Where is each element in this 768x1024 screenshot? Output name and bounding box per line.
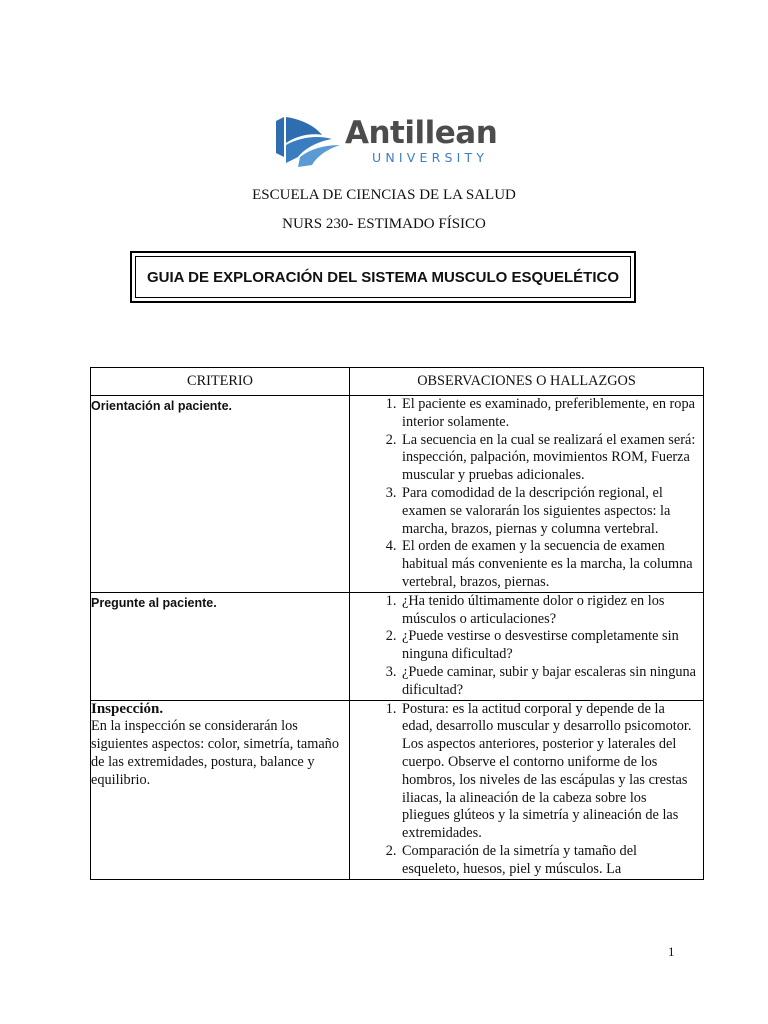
table-row [91,592,704,700]
page-number: 1 [668,944,675,959]
criterio-title: Inspección. [91,700,164,717]
criterio-cell [91,396,350,593]
list-item: 2. Comparación de la simetría y tamaño del esqueleto, huesos, piel y músculos. La [400,843,697,879]
header-observaciones: OBSERVACIONES O HALLAZGOS [350,368,704,396]
criterio-label: Orientación al paciente. [91,399,233,413]
header-criterio: CRITERIO [91,368,350,396]
table-row [91,396,704,593]
observaciones-cell [350,700,704,879]
criterio-text: En la inspección se considerarán los siguientes aspectos: color, simetría, tamaño de las extremidades, postura, balance y equilibrio. [91,718,339,788]
wing-icon [274,113,344,169]
logo-subtitle: UNIVERSITY [372,150,489,165]
list-item-continuation: dificultad? [402,681,464,698]
observaciones-list [350,701,703,879]
list-item [400,664,697,700]
document-title: GUIA DE EXPLORACIÓN DEL SISTEMA MUSCULO ESQUELÉTICO [135,256,631,298]
criterio-cell [91,592,350,700]
observaciones-list [350,593,703,700]
title-box [130,251,636,303]
list-item: 2. ¿Puede vestirse o desvestirse completamente sin ninguna dificultad? [400,628,697,664]
table-row [91,700,704,879]
list-item: 4. El orden de examen y la secuencia de examen habitual más conveniente es la marcha, la columna vertebral, brazos, piernas. [400,538,697,591]
list-item: 1. Postura: es la actitud corporal y depende de la edad, desarrollo muscular y desarrollo psicomotor. Los aspectos anteriores, posterior y laterales del cuerpo. Observe el contorno uniforme de los hombros, los niveles de las escápulas y las crestas iliacas, la alineación de la cabeza sobre los pliegues glúteos y la simetría y alineación de las extremidades. [400,701,697,843]
logo-name: Antillean [345,115,498,151]
table-header-row [91,368,704,396]
list-item: 2. La secuencia en la cual se realizará el examen será: inspección, palpación, movimientos ROM, Fuerza muscular y pruebas adicionales. [400,432,697,485]
criterio-label: Pregunte al paciente. [91,595,217,610]
list-item-text: ¿Puede caminar, subir y bajar escaleras sin ninguna [402,663,696,680]
criterio-cell [91,700,350,879]
university-logo [274,113,498,169]
school-name: ESCUELA DE CIENCIAS DE LA SALUD [252,187,516,203]
list-item: 1. ¿Ha tenido últimamente dolor o rigidez en los músculos o articulaciones? [400,593,697,629]
course-name: NURS 230- ESTIMADO FÍSICO [282,216,486,232]
observaciones-list [350,396,703,592]
list-item: 3. Para comodidad de la descripción regional, el examen se valorarán los siguientes aspectos: la marcha, brazos, piernas y columna vertebral. [400,485,697,538]
list-item: 1. El paciente es examinado, preferiblemente, en ropa interior solamente. [400,396,697,432]
exploration-table [90,367,704,880]
observaciones-cell [350,396,704,593]
observaciones-cell [350,592,704,700]
